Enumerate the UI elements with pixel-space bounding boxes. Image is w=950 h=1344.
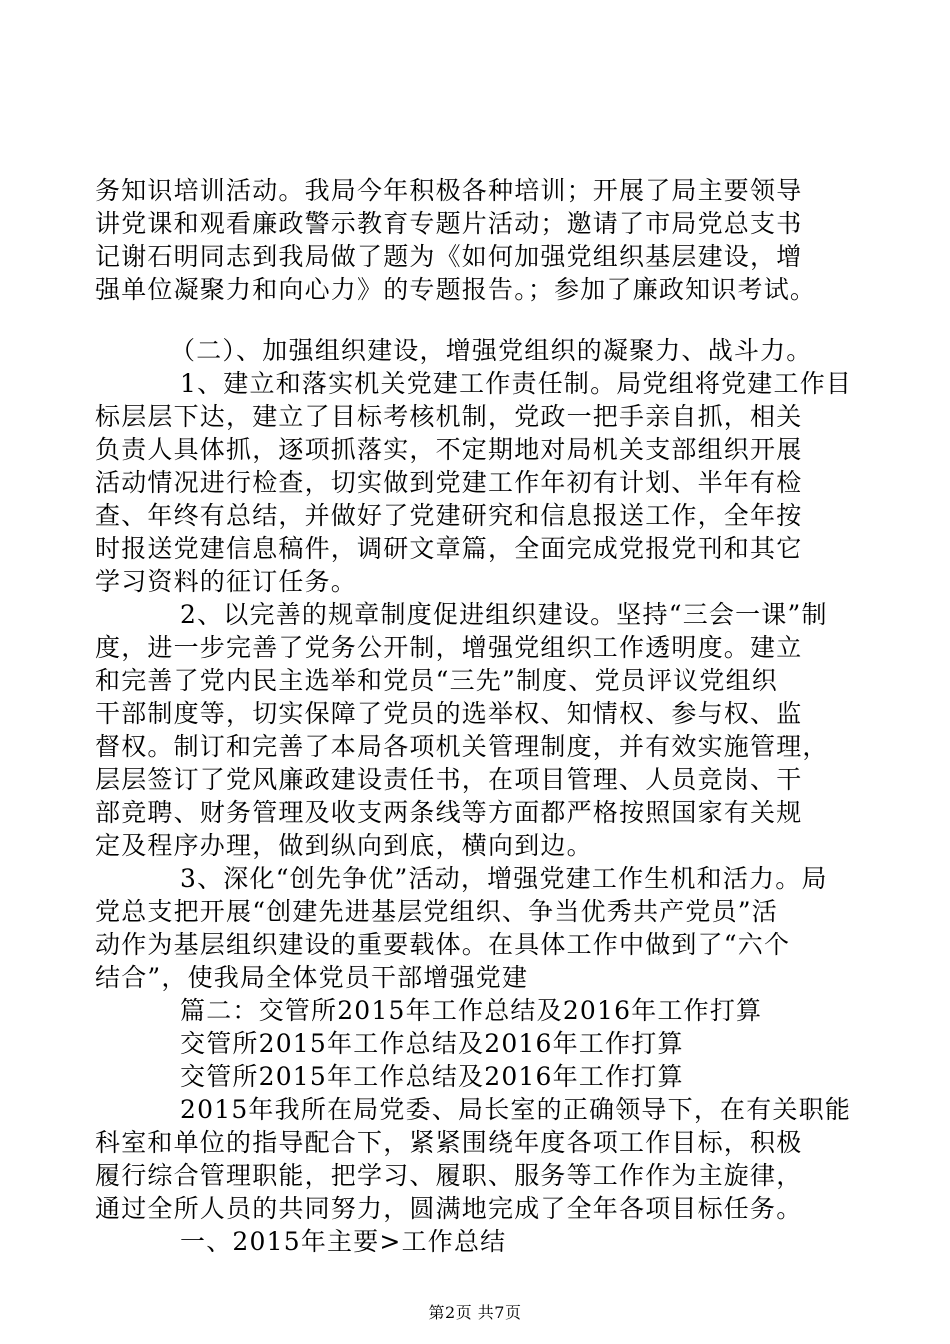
text-line: 科室和单位的指导配合下，紧紧围绕年度各项工作目标，积极: [95, 1128, 803, 1157]
text-line: 强单位凝聚力和向心力》的专题报告。；参加了廉政知识考试。: [95, 275, 817, 304]
text-line: 学习资料的征订任务。: [95, 567, 358, 596]
heading-line: 交管所2015年工作总结及2016年工作打算: [180, 1029, 684, 1058]
heading-line: 篇二：交管所2015年工作总结及2016年工作打算: [180, 996, 763, 1025]
text-line: 干部制度等，切实保障了党员的选举权、知情权、参与权、监: [95, 699, 803, 728]
heading-line: （二）、加强组织建设，增强党组织的凝聚力、战斗力。: [170, 336, 813, 365]
text-line: 1、建立和落实机关党建工作责任制。局党组将党建工作目: [180, 369, 853, 398]
text-line: 活动情况进行检查，切实做到党建工作年初有计划、半年有检: [95, 468, 803, 497]
text-line: 督权。制订和完善了本局各项机关管理制度，并有效实施管理，: [95, 732, 829, 761]
text-line: 党总支把开展“创建先进基层党组织、争当优秀共产党员”活: [95, 897, 778, 926]
text-line: 定及程序办理，做到纵向到底，横向到边。: [95, 831, 593, 860]
text-line: 务知识培训活动。我局今年积极各种培训；开展了局主要领导: [95, 176, 803, 205]
text-line: 履行综合管理职能，把学习、履职、服务等工作作为主旋律，: [95, 1161, 803, 1190]
text-line: 3、深化“创先争优”活动，增强党建工作生机和活力。局: [180, 864, 828, 893]
text-line: 时报送党建信息稿件，调研文章篇，全面完成党报党刊和其它: [95, 534, 803, 563]
heading-line: 一、2015年主要>工作总结: [180, 1227, 507, 1256]
text-line: 度，进一步完善了党务公开制，增强党组织工作透明度。建立: [95, 633, 803, 662]
text-line: 2015年我所在局党委、局长室的正确领导下，在有关职能: [180, 1095, 852, 1124]
text-line: 记谢石明同志到我局做了题为《如何加强党组织基层建设，增: [95, 242, 803, 271]
text-line: 和完善了党内民主选举和党员“三先”制度、党员评议党组织: [95, 666, 778, 695]
text-line: 层层签订了党风廉政建设责任书，在项目管理、人员竞岗、干: [95, 765, 803, 794]
text-line: 结合”，使我局全体党员干部增强党建: [95, 963, 529, 992]
text-line: 讲党课和观看廉政警示教育专题片活动；邀请了市局党总支书: [95, 209, 803, 238]
text-line: 动作为基层组织建设的重要载体。在具体工作中做到了“六个: [95, 930, 791, 959]
text-line: 2、以完善的规章制度促进组织建设。坚持“三会一课”制: [180, 600, 828, 629]
text-line: 部竞聘、财务管理及收支两条线等方面都严格按照国家有关规: [95, 798, 803, 827]
page-number-footer: 第2页 共7页: [428, 1303, 522, 1322]
text-line: 标层层下达，建立了目标考核机制，党政一把手亲自抓，相关: [95, 402, 803, 431]
heading-line: 交管所2015年工作总结及2016年工作打算: [180, 1062, 684, 1091]
text-line: 负责人具体抓，逐项抓落实，不定期地对局机关支部组织开展: [95, 435, 803, 464]
text-line: 查、年终有总结，并做好了党建研究和信息报送工作，全年按: [95, 501, 803, 530]
text-line: 通过全所人员的共同努力，圆满地完成了全年各项目标任务。: [95, 1194, 803, 1223]
